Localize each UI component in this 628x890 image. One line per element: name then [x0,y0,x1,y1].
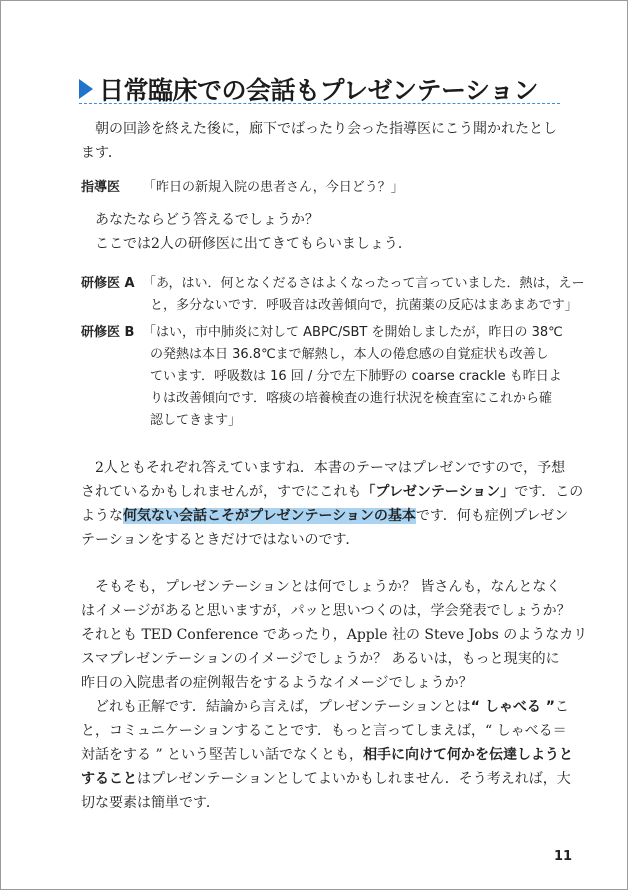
quote-line: 「昨日の新規入院の患者さん，今日どう？」 [143,180,404,195]
text-line: テーションをするときだけではないのです． [81,532,360,548]
triangle-bullet-icon [79,79,93,99]
emphasis-text: すること [81,771,137,787]
text-line: それとも TED Conference であったり，Apple 社の Steve Jobs のようなカリ [81,627,588,643]
emphasis-text: 「プレゼンテーション」 [361,484,515,500]
speaker-label: 指導医 [81,180,121,195]
text-line: 昨日の入院患者の症例報告をするようなイメージでしょうか？ [81,675,473,691]
emphasis-text: “ しゃべる ” [470,699,555,715]
resident-a-quote [143,273,585,317]
quote-line: りは改善傾向です．喀痰の培養検査の進行状況を検査室にこれから確 [150,391,552,406]
heading-divider [79,103,560,104]
text-line: と，コミュニケーションすることです．もっと言ってしまえば，“ しゃべる＝ [81,723,567,739]
paragraph-3 [81,695,573,815]
quote-line: の発熱は本日 36.8℃まで解熱し，本人の倦怠感の自覚症状も改善し [150,347,549,362]
text-line: ここでは2人の研修医に出てきてもらいましょう． [95,236,412,252]
speaker-label: 研修医 B [81,325,135,340]
quote-line: と，多分ないです．呼吸音は改善傾向で，抗菌薬の反応はまあまあです」 [150,298,578,313]
heading-text: 日常臨床での会話もプレゼンテーション [99,76,539,105]
text-line: あなたならどう答えるでしょうか？ [95,212,319,228]
section-heading [79,71,538,107]
resident-b-quote [143,322,563,432]
quote-line: 認してきます」 [150,413,242,428]
text-line: 対話をする ” という堅苦しい話でなくとも，相手に向けて何かを伝達しようと [81,747,574,763]
quote-line: 「あ，はい．何となくだるさはよくなったって言っていました．熱は，えー [143,276,585,291]
text-line: 切な要素は簡単です． [81,795,220,811]
text-line: スマプレゼンテーションのイメージでしょうか？ あるいは，もっと現実的に [81,651,560,667]
paragraph-2 [81,575,587,695]
text-line: そもそも，プレゼンテーションとは何でしょうか？ 皆さんも，なんとなく [95,579,561,595]
intro-paragraph [81,117,557,165]
quote-line: 「はい，市中肺炎に対して ABPC/SBT を開始しましたが，昨日の 38℃ [143,325,563,340]
text-line: どれも正解です．結論から言えば，プレゼンテーションとは“ しゃべる ”こ [95,699,569,715]
highlighted-text: 何気ない会話こそがプレゼンテーションの基本 [123,508,416,524]
text-line: 2人ともそれぞれ答えていますね．本書のテーマはプレゼンですので，予想 [95,460,566,476]
supervisor-quote [143,177,563,199]
paragraph-1 [81,456,583,552]
text-line: ような何気ない会話こそがプレゼンテーションの基本です．何も症例プレゼン [81,508,569,524]
text-line: することはプレゼンテーションとしてよいかもしれません．そう考えれば，大 [81,771,571,787]
quote-line: ています．呼吸数は 16 回 / 分で左下肺野の coarse crackle も昨日よ [150,369,562,384]
speaker-label: 研修医 A [81,276,135,291]
emphasis-text: 相手に向けて何かを伝達しようと [363,747,574,763]
page-number: 11 [554,849,573,864]
text-line: 朝の回診を終えた後に，廊下でばったり会った指導医にこう聞かれたとし [95,121,557,137]
text-line: されているかもしれませんが，すでにこれも「プレゼンテーション」です．この [81,484,584,500]
question-paragraph [81,208,412,256]
text-line: ます． [81,145,122,161]
text-line: はイメージがあると思いますが，パッと思いつくのは，学会発表でしょうか？ [81,603,571,619]
